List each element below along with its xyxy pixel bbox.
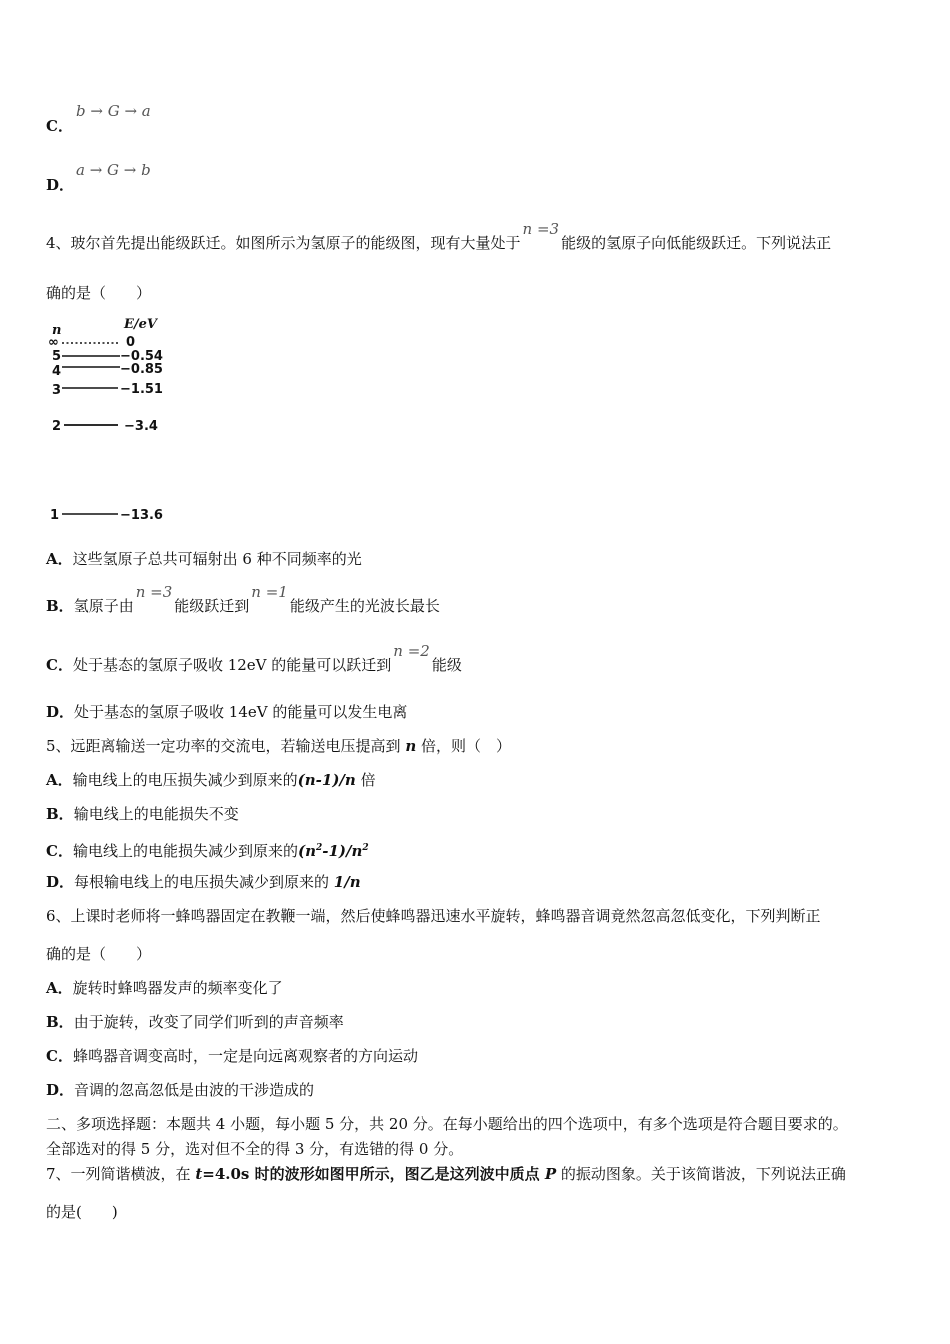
option-formula: 1/n bbox=[333, 873, 361, 891]
option-text: 能级 bbox=[431, 656, 462, 674]
q7-stem-text-3: 的振动图象。关于该简谐波，下列说法正确 bbox=[556, 1165, 846, 1183]
diagram-n-label: n bbox=[52, 323, 62, 338]
section2-heading: 二、多项选择题：本题共 4 小题，每小题 5 分，共 20 分。在每小题给出的四个选项中，有多个选项是符合题目要求的。 bbox=[46, 1115, 848, 1133]
q6-stem: 6、上课时老师将一蜂鸣器固定在教鞭一端，然后使蜂鸣器迅速水平旋转，蜂鸣器音调竟然忽高忽低变化，下列判断正 bbox=[46, 907, 821, 925]
option-text: 处于基态的氢原子吸收 14eV 的能量可以发生电离 bbox=[74, 703, 408, 721]
level-4-n: 4 bbox=[52, 364, 62, 379]
q5-stem-text: 5、远距离输送一定功率的交流电，若输送电压提高到 bbox=[46, 737, 406, 755]
formula-sup: 2 bbox=[315, 843, 323, 853]
option-math: n =3 bbox=[135, 583, 173, 601]
q5-stem-n: n bbox=[405, 737, 417, 755]
option-label: D． bbox=[46, 873, 75, 891]
q5-option-c bbox=[46, 838, 369, 861]
q5-option-d bbox=[46, 872, 361, 892]
q4-stem-text-2: 能级的氢原子向低能级跃迁。下列说法正 bbox=[561, 234, 832, 252]
q4-stem-text: 4、玻尔首先提出能级跃迁。如图所示为氢原子的能级图，现有大量处于 bbox=[46, 234, 521, 252]
q3-option-d bbox=[46, 175, 74, 195]
option-text: 能级跃迁到 bbox=[174, 597, 250, 615]
level-1-n: 1 bbox=[50, 508, 60, 523]
option-text: 输电线上的电压损失减少到原来的 bbox=[72, 771, 298, 789]
level-1-e: −13.6 bbox=[120, 508, 163, 523]
option-text: 能级产生的光波长最长 bbox=[289, 597, 440, 615]
option-math: n =2 bbox=[393, 642, 430, 660]
option-label: D． bbox=[46, 703, 75, 721]
option-text: 输电线上的电能损失减少到原来的 bbox=[72, 842, 298, 860]
q7-var-p: P bbox=[544, 1165, 557, 1183]
q6-option-a bbox=[46, 978, 283, 998]
q6-stem-line2: 确的是（ ） bbox=[46, 945, 152, 963]
option-math: n =1 bbox=[251, 583, 288, 601]
formula-sup: 2 bbox=[362, 843, 369, 853]
level-inf-n: ∞ bbox=[48, 335, 59, 350]
q5-option-b bbox=[46, 804, 239, 824]
option-label: A． bbox=[46, 771, 73, 789]
formula-part: -1)/n bbox=[322, 842, 363, 860]
option-label: A． bbox=[46, 550, 73, 568]
section2-heading-line2: 全部选对的得 5 分，选对但不全的得 3 分，有选错的得 0 分。 bbox=[46, 1140, 464, 1158]
q4-stem bbox=[46, 220, 832, 253]
q3-option-c bbox=[46, 116, 73, 136]
option-text: 蜂鸣器音调变高时，一定是向远离观察者的方向运动 bbox=[72, 1047, 418, 1065]
q7-stem bbox=[46, 1164, 846, 1184]
q6-option-c bbox=[46, 1046, 418, 1066]
q3-option-c-formula: b → G → a bbox=[76, 102, 151, 120]
option-label: B． bbox=[46, 1013, 74, 1031]
q5-stem-text-2: 倍，则（ ） bbox=[416, 737, 512, 755]
level-5-e: −0.54 bbox=[120, 349, 163, 364]
q5-option-a bbox=[46, 770, 376, 790]
option-text: 输电线上的电能损失不变 bbox=[73, 805, 239, 823]
q4-stem-math: n =3 bbox=[522, 220, 560, 238]
level-2-n: 2 bbox=[52, 419, 62, 434]
q4-option-d bbox=[46, 702, 407, 722]
q4-stem-line2: 确的是（ ） bbox=[46, 284, 152, 302]
option-text: 倍 bbox=[355, 771, 376, 789]
level-5-n: 5 bbox=[52, 349, 62, 364]
q6-option-b bbox=[46, 1012, 344, 1032]
option-label: C． bbox=[46, 656, 73, 674]
option-label: D． bbox=[46, 176, 75, 194]
q6-option-d bbox=[46, 1080, 314, 1100]
q3-option-d-formula: a → G → b bbox=[76, 161, 151, 179]
q5-stem bbox=[46, 736, 511, 756]
option-label: B． bbox=[46, 597, 74, 615]
energy-level-diagram bbox=[40, 312, 170, 526]
q7-stem-line2: 的是( ) bbox=[46, 1203, 118, 1221]
q4-option-b bbox=[46, 583, 440, 616]
option-label: C． bbox=[46, 1047, 73, 1065]
level-3-e: −1.51 bbox=[120, 382, 163, 397]
option-text: 由于旋转，改变了同学们听到的声音频率 bbox=[73, 1013, 344, 1031]
option-label: B． bbox=[46, 805, 74, 823]
level-3-n: 3 bbox=[52, 383, 62, 398]
q7-var-t: t bbox=[195, 1165, 203, 1183]
option-label: C． bbox=[46, 117, 73, 135]
diagram-e-label: E/eV bbox=[124, 317, 158, 332]
level-inf-e: 0 bbox=[126, 335, 136, 350]
q4-option-a bbox=[46, 549, 362, 569]
option-formula bbox=[298, 842, 369, 860]
option-text: 这些氢原子总共可辐射出 6 种不同频率的光 bbox=[72, 550, 362, 568]
level-2-e: −3.4 bbox=[124, 419, 158, 434]
option-text: 氢原子由 bbox=[73, 597, 134, 615]
option-label: C． bbox=[46, 842, 73, 860]
formula-part: (n bbox=[297, 842, 316, 860]
level-4-e: −0.85 bbox=[120, 362, 163, 377]
option-text: 音调的忽高忽低是由波的干涉造成的 bbox=[74, 1081, 315, 1099]
q7-stem-text: 7、一列简谐横波，在 bbox=[46, 1165, 196, 1183]
option-formula: (n-1)/n bbox=[297, 771, 356, 789]
option-label: D． bbox=[46, 1081, 75, 1099]
option-text: 每根输电线上的电压损失减少到原来的 bbox=[74, 873, 334, 891]
option-label: A． bbox=[46, 979, 73, 997]
option-text: 旋转时蜂鸣器发声的频率变化了 bbox=[72, 979, 283, 997]
q7-stem-text-2: =4.0s 时的波形如图甲所示，图乙是这列波中质点 bbox=[202, 1165, 545, 1183]
option-text: 处于基态的氢原子吸收 12eV 的能量可以跃迁到 bbox=[72, 656, 392, 674]
q4-option-c bbox=[46, 642, 462, 675]
